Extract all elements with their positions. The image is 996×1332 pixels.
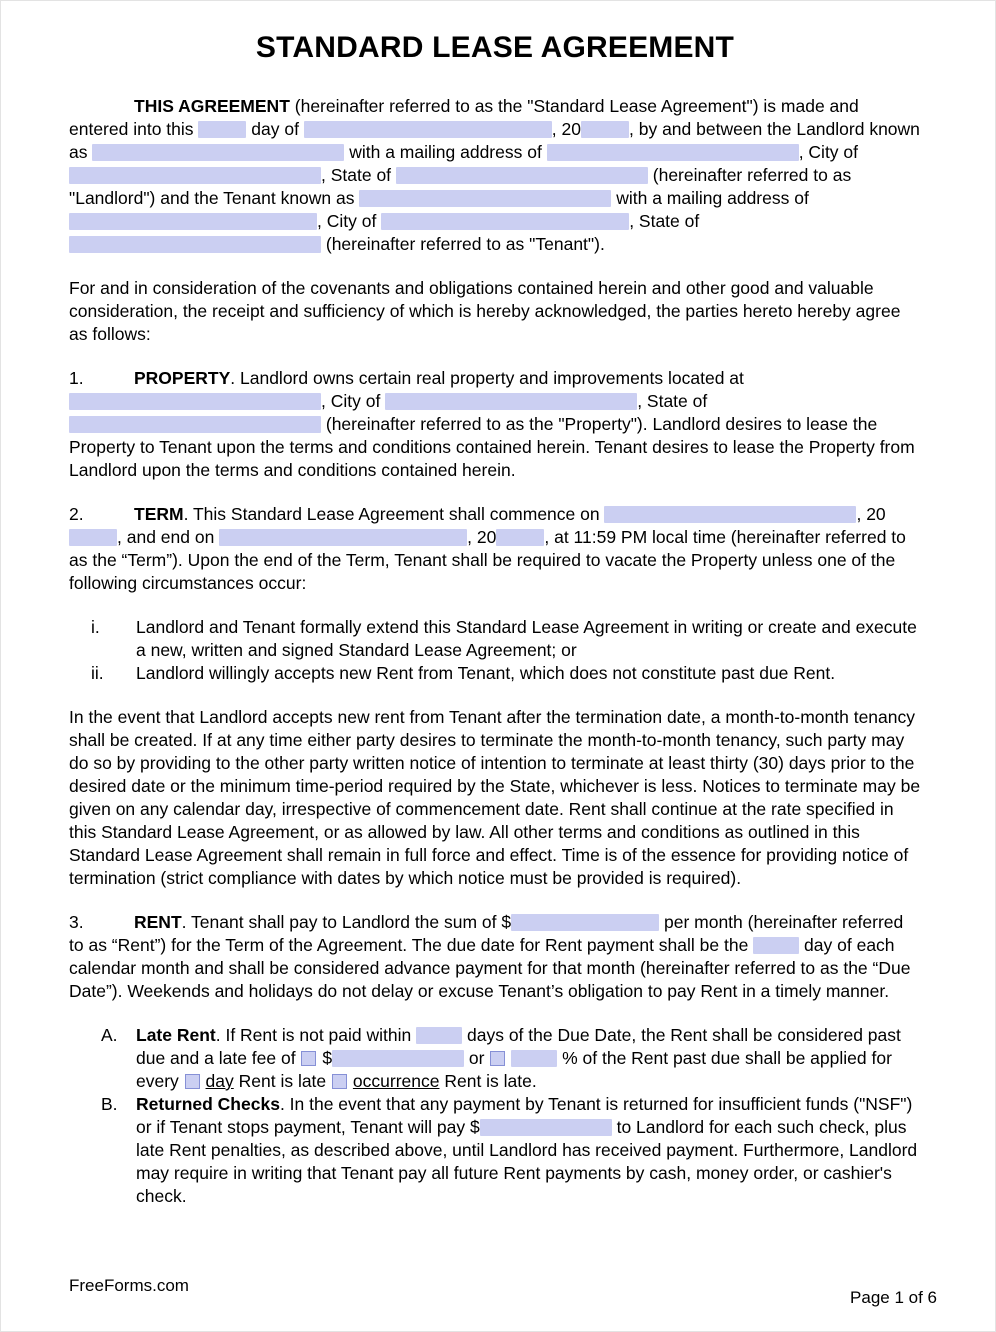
text-run: days of the Due Date, the Rent shall be considered past due and a late fee of — [136, 1025, 901, 1068]
text-run: per month (hereinafter referred to as “Rent”) for the Term of the Agreement. The due date for Rent payment shall be the — [69, 912, 904, 955]
form-field-blank[interactable] — [198, 121, 246, 138]
text-run: , at 11:59 PM local time (hereinafter referred to as the “Term”). Upon the end of the Term, Tenant shall be required to vacate the Property unless one of the following circumstances occur: — [69, 527, 906, 593]
form-field-blank[interactable] — [92, 144, 344, 161]
list-text: Landlord and Tenant formally extend this Standard Lease Agreement in writing or create and execute a new, written and signed Standard Lease Agreement; or — [136, 617, 917, 660]
rent-subsections — [69, 1024, 921, 1208]
form-field-blank[interactable] — [385, 393, 637, 410]
section-property — [69, 367, 921, 482]
bold-run: Returned Checks — [136, 1094, 280, 1114]
underline-run: occurrence — [352, 1071, 440, 1091]
form-field-blank[interactable] — [69, 529, 117, 546]
form-field-blank[interactable] — [69, 393, 321, 410]
text-run: , by and between the Landlord known as — [69, 119, 920, 162]
text-run: day of — [246, 119, 304, 139]
section-rent — [69, 911, 921, 1003]
term-list-item-ii — [91, 662, 921, 685]
subsection-text — [136, 1093, 921, 1208]
form-field-blank[interactable] — [511, 914, 659, 931]
form-field-blank[interactable] — [604, 506, 856, 523]
text-run: , State of — [321, 165, 396, 185]
section-number: 2. — [69, 504, 84, 524]
text-run: (hereinafter referred to as the "Property"). Landlord desires to lease the Property to Tenant upon the terms and conditions contained herein. Tenant desires to lease the Property from Landlord upon the terms and conditions contained herein. — [69, 414, 915, 480]
text-run: , City of — [798, 142, 859, 162]
form-field-blank[interactable] — [332, 1050, 464, 1067]
text-run: . This Standard Lease Agreement shall commence on — [183, 504, 605, 524]
text-run: , State of — [637, 391, 708, 411]
subsection-late-rent — [101, 1024, 921, 1093]
checkbox-field[interactable] — [490, 1051, 505, 1066]
bold-run: RENT — [134, 912, 182, 932]
text-run: . Tenant shall pay to Landlord the sum of $ — [181, 912, 512, 932]
subsection-returned-checks — [101, 1093, 921, 1208]
form-field-blank[interactable] — [396, 167, 648, 184]
form-field-blank[interactable] — [496, 529, 544, 546]
intro-paragraph — [69, 95, 921, 256]
section-number: 3. — [69, 912, 84, 932]
text-run: . In the event that any payment by Tenant is returned for insufficient funds ("NSF") or if Tenant stops payment, Tenant will pay $ — [136, 1094, 913, 1137]
form-field-blank[interactable] — [69, 213, 317, 230]
underline-run: day — [205, 1071, 234, 1091]
footer-brand: FreeForms.com — [69, 1276, 189, 1295]
text-run: Rent is late. — [439, 1071, 537, 1091]
text-run: or — [464, 1048, 490, 1068]
text-run: . If Rent is not paid within — [215, 1025, 417, 1045]
form-field-blank[interactable] — [511, 1050, 557, 1067]
form-field-blank[interactable] — [480, 1119, 612, 1136]
form-field-blank[interactable] — [69, 167, 321, 184]
text-run: $ — [317, 1048, 333, 1068]
text-run: (hereinafter referred to as "Landlord") and the Tenant known as — [69, 165, 852, 208]
form-field-blank[interactable] — [359, 190, 611, 207]
bold-run: Late Rent — [136, 1025, 216, 1045]
text-run: , 20 — [856, 504, 886, 524]
subsection-text — [136, 1024, 921, 1093]
text-run: , 20 — [551, 119, 581, 139]
form-field-blank[interactable] — [381, 213, 629, 230]
list-marker: i. — [91, 617, 100, 637]
term-conditions-list — [69, 616, 921, 685]
subsection-marker: B. — [101, 1094, 118, 1114]
text-run: with a mailing address of — [344, 142, 547, 162]
checkbox-field[interactable] — [301, 1051, 316, 1066]
text-run: , City of — [321, 391, 386, 411]
section-term — [69, 503, 921, 595]
form-field-blank[interactable] — [69, 416, 321, 433]
text-run: (hereinafter referred to as "Tenant"). — [321, 234, 605, 254]
text-run: , and end on — [117, 527, 220, 547]
form-field-blank[interactable] — [69, 236, 321, 253]
subsection-marker: A. — [101, 1025, 118, 1045]
footer-page-number: Page 1 of 6 — [850, 1288, 937, 1307]
text-run: , City of — [317, 211, 382, 231]
bold-run: THIS AGREEMENT — [134, 96, 290, 116]
text-run: (hereinafter referred to as the "Standard Lease Agreement") is made and entered into this — [69, 96, 859, 139]
text-run: with a mailing address of — [611, 188, 809, 208]
text-run: , State of — [629, 211, 700, 231]
form-field-blank[interactable] — [219, 529, 467, 546]
text-run: % of the Rent past due shall be applied for every — [136, 1048, 892, 1091]
month-to-month-paragraph: In the event that Landlord accepts new rent from Tenant after the termination date, a month-to-month tenancy shall be created. If at any time either party desires to terminate the month-to-month tenancy, such party may do so by providing to the other party written notice of intention to terminate at least thirty (30) days prior to the desired date or the minimum time-period required by the State, whichever is less. Notices to terminate may be given on any calendar day, irrespective of commencement date. Rent shall continue at the rate specified in this Standard Lease Agreement, or as allowed by law. All other terms and conditions as outlined in this Standard Lease Agreement shall remain in full force and effect. Time is of the essence for providing notice of termination (strict compliance with dates by which notice must be provided is required). — [69, 707, 921, 888]
bold-run: TERM — [134, 504, 184, 524]
form-field-blank[interactable] — [416, 1027, 462, 1044]
bold-run: PROPERTY — [134, 368, 231, 388]
document-title: STANDARD LEASE AGREEMENT — [255, 31, 735, 64]
text-run: Rent is late — [233, 1071, 332, 1091]
form-field-blank[interactable] — [581, 121, 629, 138]
checkbox-field[interactable] — [332, 1074, 347, 1089]
text-run: , 20 — [467, 527, 497, 547]
form-field-blank[interactable] — [753, 937, 799, 954]
list-text: Landlord willingly accepts new Rent from Tenant, which does not constitute past due Rent. — [136, 663, 836, 683]
consideration-paragraph: For and in consideration of the covenants and obligations contained herein and other good and valuable consideration, the receipt and sufficiency of which is hereby acknowledged, the parties hereto hereby agree as follows: — [69, 278, 901, 344]
text-run: . Landlord owns certain real property and improvements located at — [230, 368, 744, 388]
text-run: day of each calendar month and shall be considered advance payment for that month (hereinafter referred to as the “Due Date”). Weekends and holidays do not delay or excuse Tenant’s obligation to pay Rent in a timely manner. — [69, 935, 911, 1001]
checkbox-field[interactable] — [185, 1074, 200, 1089]
list-marker: ii. — [91, 663, 104, 683]
term-list-item-i — [91, 616, 921, 662]
text-run: to Landlord for each such check, plus late Rent penalties, as described above, until Landlord has received payment. Furthermore, Landlord may require in writing that Tenant pay all future Rent payments by cash, money order, or cashier's check. — [136, 1117, 918, 1206]
section-number: 1. — [69, 368, 84, 388]
form-field-blank[interactable] — [304, 121, 552, 138]
form-field-blank[interactable] — [547, 144, 799, 161]
